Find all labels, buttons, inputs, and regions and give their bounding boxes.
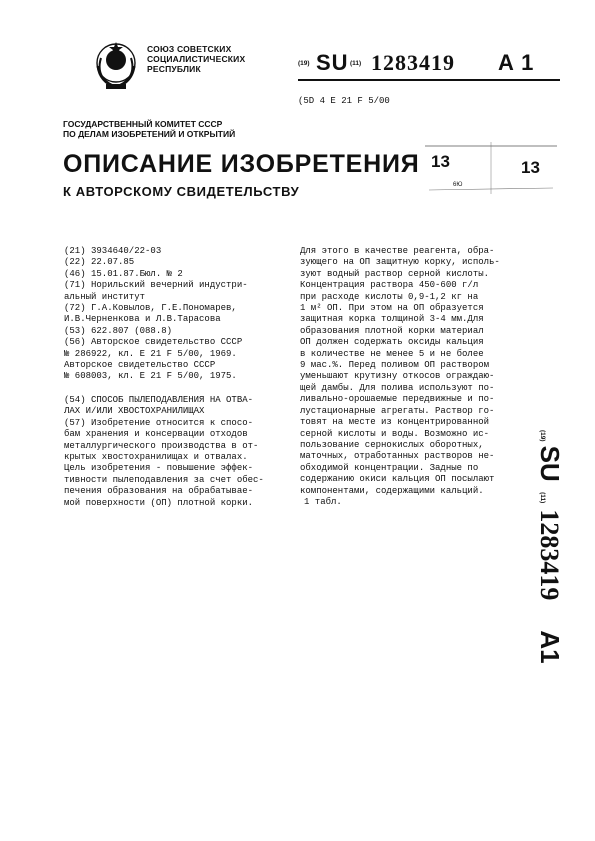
ipc-classification <box>298 96 390 106</box>
patent-number: 1283419 <box>371 50 455 75</box>
abstract-line: лустационарные агрегаты. Раствор го- <box>300 405 495 416</box>
abstract-line: 1 табл. <box>304 496 342 507</box>
biblio-line: альный институт <box>64 291 146 302</box>
abstract-line: щей дамбы. Для полива используют по- <box>300 382 495 393</box>
abstract-line: уменьшают крутизну откосов ограждаю- <box>300 371 495 382</box>
kind-code: A 1 <box>498 50 535 75</box>
ipc-tag: (5D 4 <box>298 96 326 106</box>
abstract-line: Концентрация раствора 450-600 г/л <box>300 280 479 291</box>
country-code-tag: (19) <box>298 60 310 67</box>
biblio-line: (21) 3934640/22-03 <box>64 246 162 256</box>
committee-line: ГОСУДАРСТВЕННЫЙ КОМИТЕТ СССР <box>63 119 223 129</box>
stamp-number-left: 13 <box>431 152 450 171</box>
country-code: SU <box>316 50 349 75</box>
biblio-line: (71) Норильский вечерний индустри- <box>64 280 248 291</box>
biblio-line: (22) 22.07.85 <box>64 257 135 268</box>
abstract-line: 9 мас.%. Перед поливом ОП раствором <box>300 360 490 371</box>
left-column <box>64 246 264 509</box>
abstract-line: Цель изобретения - повышение эффек- <box>64 463 254 474</box>
biblio-line: (46) 15.01.87.Бюл. № 2 <box>64 268 183 279</box>
org-line: СОЮЗ СОВЕТСКИХ <box>147 44 232 54</box>
abstract-line: печения образования на обрабатывае- <box>64 486 254 497</box>
abstract-line: Для этого в качестве реагента, обра- <box>300 246 495 256</box>
stamp-number-right: 13 <box>521 158 540 177</box>
stamp-mark: 6Ю <box>453 182 463 188</box>
biblio-line: (53) 622.807 (088.8) <box>64 325 173 336</box>
abstract-line: содержанию окиси кальция ОП посылают <box>300 474 495 485</box>
issuing-state <box>147 44 245 74</box>
library-stamp <box>421 140 561 196</box>
abstract-line: при расходе кислоты 0,9-1,2 кг на <box>300 291 479 302</box>
abstract-line: металлургического производства в от- <box>64 440 259 451</box>
invention-title-line: ЛАХ И/ИЛИ ХВОСТОХРАНИЛИЩАХ <box>64 406 205 417</box>
abstract-line: бам хранения и консервации отходов <box>64 429 248 440</box>
side-kind-code: A1 <box>535 630 565 664</box>
abstract-line: зуют водный раствор серной кислоты. <box>300 268 490 279</box>
abstract-line: в количестве не менее 5 и не более <box>300 348 484 359</box>
abstract-line: крытых хвостохранилищах и отвалах. <box>64 451 248 462</box>
abstract-line: мой поверхности (ОП) плотной корки. <box>64 497 254 508</box>
side-patent-number: 1283419 <box>535 509 564 601</box>
number-tag: (11) <box>350 60 362 67</box>
abstract-line: защитная корка толщиной 3-4 мм.Для <box>300 314 484 325</box>
patent-number-block <box>298 52 560 76</box>
header-rule <box>298 79 560 81</box>
side-code-tag: (19) <box>539 430 546 442</box>
side-patent-label <box>525 430 565 670</box>
state-emblem-icon <box>92 40 140 92</box>
committee-line: ПО ДЕЛАМ ИЗОБРЕТЕНИЙ И ОТКРЫТИЙ <box>63 129 236 139</box>
side-number-tag: (11) <box>539 492 546 504</box>
abstract-line: ОП должен содержать оксиды кальция <box>300 337 484 348</box>
committee-name <box>63 119 235 139</box>
abstract-line: образования плотной корки материал <box>300 325 484 336</box>
abstract-line: серной кислоты и воды. Возможно ис- <box>300 428 490 439</box>
right-column <box>300 246 500 508</box>
abstract-line: тивности пылеподавления за счет обес- <box>64 474 264 485</box>
document-subtitle: К АВТОРСКОМУ СВИДЕТЕЛЬСТВУ <box>63 184 300 199</box>
abstract-line: (57) Изобретение относится к спосо- <box>64 417 254 428</box>
abstract-line: маточных, отработанных растворов не- <box>300 451 495 462</box>
abstract-line: зующего на ОП защитную корку, исполь- <box>300 257 500 268</box>
biblio-line: (56) Авторское свидетельство СССР <box>64 337 243 348</box>
biblio-line: И.В.Черненкова и Л.В.Тарасова <box>64 314 221 325</box>
abstract-line: обходимой концентрации. Задные по <box>300 462 479 473</box>
biblio-line: № 286922, кл. E 21 F 5/00, 1969. <box>64 348 237 359</box>
document-title: ОПИСАНИЕ ИЗОБРЕТЕНИЯ <box>63 150 420 178</box>
abstract-line: товят на месте из концентрированной <box>300 417 490 428</box>
abstract-line: пользование сернокислых оборотных, <box>300 439 484 450</box>
abstract-line: 1 м² ОП. При этом на ОП образуется <box>300 303 484 314</box>
org-line: СОЦИАЛИСТИЧЕСКИХ <box>147 54 246 64</box>
abstract-line: компонентами, содержащими кальций. <box>300 485 484 496</box>
invention-title-line: (54) СПОСОБ ПЫЛЕПОДАВЛЕНИЯ НА ОТВА- <box>64 394 254 405</box>
biblio-line: № 608003, кл. E 21 F 5/00, 1975. <box>64 371 237 382</box>
biblio-line: (72) Г.А.Ковылов, Г.Е.Пономарев, <box>64 303 237 314</box>
side-country-code: SU <box>535 445 565 482</box>
abstract-line: ливально-орошаемые передвижные и по- <box>300 394 495 405</box>
ipc-code: E 21 F 5/00 <box>330 96 390 106</box>
biblio-line: Авторское свидетельство СССР <box>64 360 216 371</box>
org-line: РЕСПУБЛИК <box>147 64 201 74</box>
